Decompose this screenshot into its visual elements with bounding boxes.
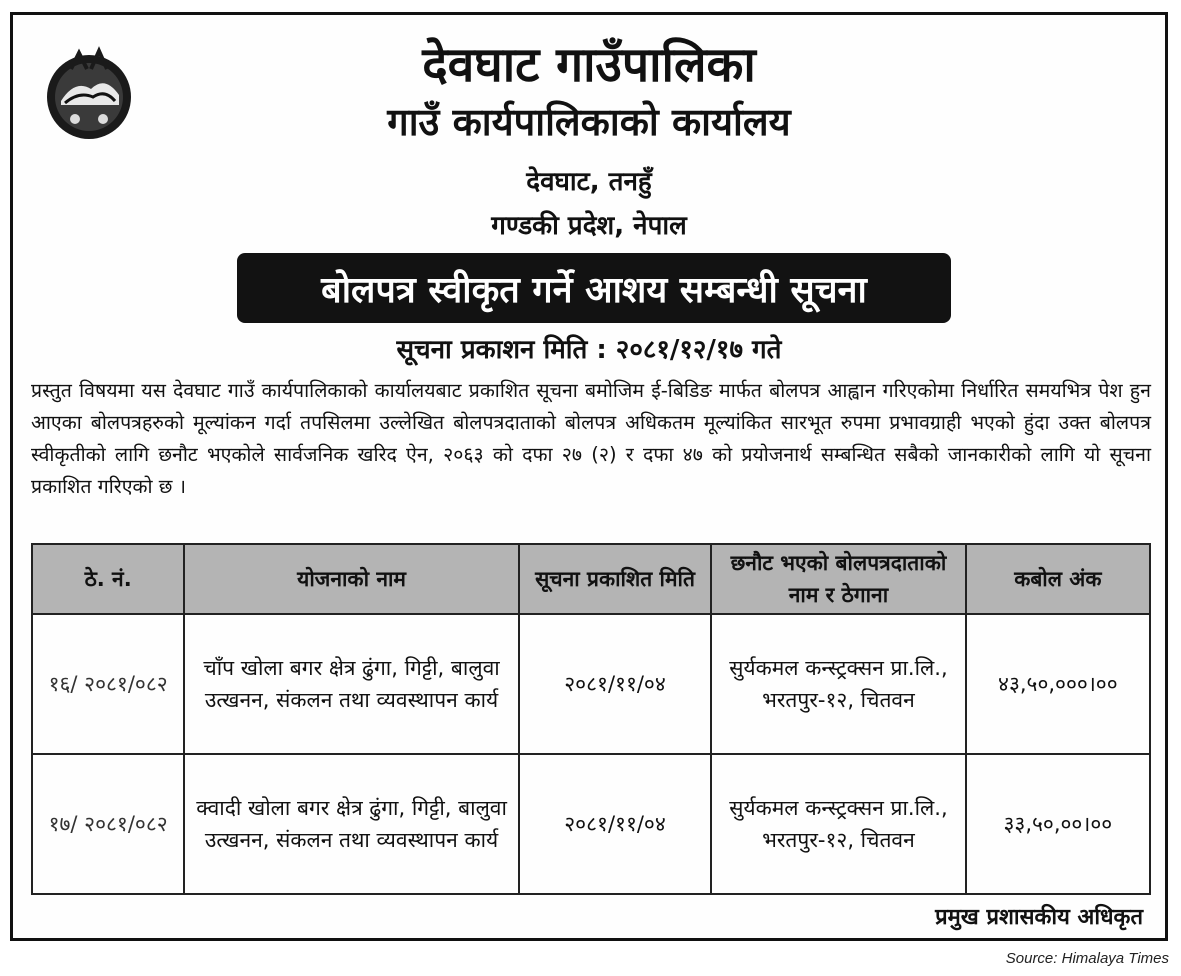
row-amount: ३३,५०,००।०० <box>966 754 1150 894</box>
row-project: क्वादी खोला बगर क्षेत्र ढुंगा, गिट्टी, बालुवा उत्खनन, संकलन तथा व्यवस्थापन कार्य <box>184 754 519 894</box>
table-header-row <box>32 544 1150 614</box>
source-credit: Source: Himalaya Times <box>1005 950 1169 967</box>
row-amount: ४३,५०,०००।०० <box>966 614 1150 754</box>
row-notice-date: २०८१/११/०४ <box>519 614 711 754</box>
municipality-name: देवघाट गाउँपालिका <box>422 37 756 93</box>
notice-body-text: प्रस्तुत विषयमा यस देवघाट गाउँ कार्यपालिकाको कार्यालयबाट प्रकाशित सूचना बमोजिम ई-बिडिङ मार्फत बोलपत्र आह्वान गरिएकोमा निर्धारित समयभित्र पेश हुन आएका बोलपत्रहरुको मूल्यांकन गर्दा तपसिलमा उल्लेखित बोलपत्रदाताको बोलपत्र अधिकतम मूल्यांकित सारभूत रुपमा प्रभावग्राही भएको हुंदा उक्त बोलपत्र स्वीकृतीको लागि छनौट भएकोले सार्वजनिक खरिद ऐन, २०६३ को दफा २७ (२) र दफा ४७ को प्रयोजनार्थ सम्बन्धित सबैको जानकारीको लागि यो सूचना प्रकाशित गरिएको छ । <box>31 379 1151 498</box>
header-bidder: छनौट भएको बोलपत्रदाताको नाम र ठेगाना <box>711 544 965 614</box>
header-notice-date: सूचना प्रकाशित मिति <box>519 544 711 614</box>
row-serial: १७/ २०८१/०८२ <box>32 754 184 894</box>
table-row <box>32 754 1150 894</box>
notice-title: बोलपत्र स्वीकृत गर्ने आशय सम्बन्धी सूचना <box>321 269 867 311</box>
publication-date: सूचना प्रकाशन मिति : २०८१/१२/१७ गते <box>396 335 782 365</box>
signatory-title: प्रमुख प्रशासकीय अधिकृत <box>935 905 1143 930</box>
row-notice-date: २०८१/११/०४ <box>519 754 711 894</box>
table-row <box>32 614 1150 754</box>
row-bidder: सुर्यकमल कन्स्ट्रक्सन प्रा.लि., भरतपुर-१२, चितवन <box>711 614 965 754</box>
row-project: चाँप खोला बगर क्षेत्र ढुंगा, गिट्टी, बालुवा उत्खनन, संकलन तथा व्यवस्थापन कार्य <box>184 614 519 754</box>
bid-award-table <box>31 543 1151 895</box>
office-name: गाउँ कार्यपालिकाको कार्यालय <box>387 100 791 144</box>
header-amount: कबोल अंक <box>966 544 1150 614</box>
province-name: गण्डकी प्रदेश, नेपाल <box>491 211 687 241</box>
header-serial: ठे. नं. <box>32 544 184 614</box>
row-serial: १६/ २०८१/०८२ <box>32 614 184 754</box>
row-bidder: सुर्यकमल कन्स्ट्रक्सन प्रा.लि., भरतपुर-१२, चितवन <box>711 754 965 894</box>
public-notice <box>10 12 1168 941</box>
header-project: योजनाको नाम <box>184 544 519 614</box>
office-location: देवघाट, तनहुँ <box>526 167 652 197</box>
notice-title-banner <box>237 253 951 323</box>
